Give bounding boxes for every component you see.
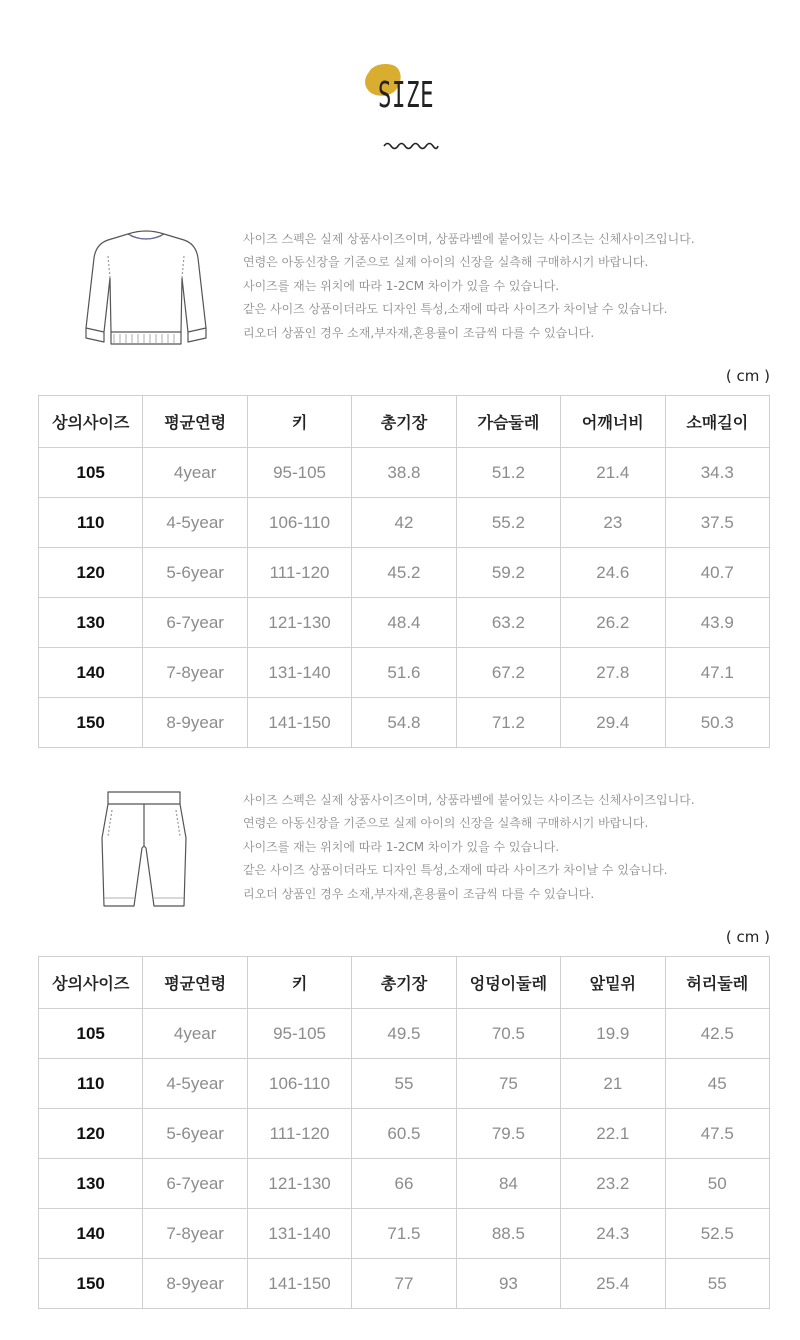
size-cell: 120 — [39, 1109, 143, 1159]
table-row — [39, 548, 770, 598]
measure-cell: 79.5 — [456, 1109, 560, 1159]
top-size-table — [38, 395, 770, 748]
table-row — [39, 448, 770, 498]
height-cell: 141-150 — [247, 1259, 351, 1309]
measure-cell: 45.2 — [352, 548, 456, 598]
table-row — [39, 698, 770, 748]
table-header-row — [39, 957, 770, 1009]
table-row — [39, 1109, 770, 1159]
measure-cell: 55 — [665, 1259, 769, 1309]
measure-cell: 71.5 — [352, 1209, 456, 1259]
size-cell: 140 — [39, 1209, 143, 1259]
age-cell: 8-9year — [143, 1259, 247, 1309]
table-header-cell: 총기장 — [352, 396, 456, 448]
measure-cell: 59.2 — [456, 548, 560, 598]
size-cell: 120 — [39, 548, 143, 598]
size-cell: 110 — [39, 498, 143, 548]
height-cell: 111-120 — [247, 548, 351, 598]
measure-cell: 51.6 — [352, 648, 456, 698]
age-cell: 4-5year — [143, 498, 247, 548]
measure-cell: 55.2 — [456, 498, 560, 548]
measure-cell: 77 — [352, 1259, 456, 1309]
height-cell: 106-110 — [247, 1059, 351, 1109]
measure-cell: 25.4 — [561, 1259, 665, 1309]
height-cell: 131-140 — [247, 648, 351, 698]
measure-cell: 48.4 — [352, 598, 456, 648]
size-notes-bottom — [243, 789, 783, 906]
note-line: 리오더 상품인 경우 소재,부자재,혼용률이 조금씩 다를 수 있습니다. — [243, 325, 595, 340]
table-header-cell: 총기장 — [352, 957, 456, 1009]
measure-cell: 50 — [665, 1159, 769, 1209]
bottom-size-table — [38, 956, 770, 1309]
note-line: 연령은 아동신장을 기준으로 실제 아이의 신장을 실측해 구매하시기 바랍니다. — [243, 816, 649, 831]
measure-cell: 71.2 — [456, 698, 560, 748]
measure-cell: 88.5 — [456, 1209, 560, 1259]
table-header-cell: 키 — [247, 957, 351, 1009]
measure-cell: 47.5 — [665, 1109, 769, 1159]
height-cell: 121-130 — [247, 1159, 351, 1209]
measure-cell: 40.7 — [665, 548, 769, 598]
size-header — [0, 0, 800, 170]
measure-cell: 22.1 — [561, 1109, 665, 1159]
measure-cell: 38.8 — [352, 448, 456, 498]
table-header-cell: 상의사이즈 — [39, 396, 143, 448]
table-header-cell: 상의사이즈 — [39, 957, 143, 1009]
age-cell: 7-8year — [143, 648, 247, 698]
wave-divider-icon — [383, 140, 439, 152]
table-header-cell: 키 — [247, 396, 351, 448]
table-header-cell: 엉덩이둘레 — [456, 957, 560, 1009]
measure-cell: 21 — [561, 1059, 665, 1109]
height-cell: 95-105 — [247, 1009, 351, 1059]
table-row — [39, 648, 770, 698]
measure-cell: 93 — [456, 1259, 560, 1309]
age-cell: 6-7year — [143, 1159, 247, 1209]
table-header-row — [39, 396, 770, 448]
table-header-cell: 평균연령 — [143, 957, 247, 1009]
height-cell: 141-150 — [247, 698, 351, 748]
size-cell: 130 — [39, 598, 143, 648]
measure-cell: 49.5 — [352, 1009, 456, 1059]
note-line: 사이즈 스펙은 실제 상품사이즈이며, 상품라벨에 붙어있는 사이즈는 신체사이즈입니다. — [243, 793, 695, 807]
size-cell: 110 — [39, 1059, 143, 1109]
measure-cell: 21.4 — [561, 448, 665, 498]
table-row — [39, 598, 770, 648]
measure-cell: 70.5 — [456, 1009, 560, 1059]
measure-cell: 52.5 — [665, 1209, 769, 1259]
measure-cell: 54.8 — [352, 698, 456, 748]
measure-cell: 24.6 — [561, 548, 665, 598]
measure-cell: 55 — [352, 1059, 456, 1109]
table-row — [39, 1009, 770, 1059]
age-cell: 4year — [143, 1009, 247, 1059]
measure-cell: 50.3 — [665, 698, 769, 748]
table-header-cell: 어깨너비 — [561, 396, 665, 448]
measure-cell: 37.5 — [665, 498, 769, 548]
age-cell: 5-6year — [143, 548, 247, 598]
height-cell: 121-130 — [247, 598, 351, 648]
size-cell: 150 — [39, 698, 143, 748]
measure-cell: 66 — [352, 1159, 456, 1209]
table-header-cell: 평균연령 — [143, 396, 247, 448]
height-cell: 131-140 — [247, 1209, 351, 1259]
measure-cell: 51.2 — [456, 448, 560, 498]
age-cell: 7-8year — [143, 1209, 247, 1259]
size-cell: 140 — [39, 648, 143, 698]
table-row — [39, 1159, 770, 1209]
table-header-cell: 허리둘레 — [665, 957, 769, 1009]
note-line: 사이즈를 재는 위치에 따라 1-2CM 차이가 있을 수 있습니다. — [243, 278, 560, 293]
size-notes-top — [243, 228, 783, 345]
measure-cell: 45 — [665, 1059, 769, 1109]
measure-cell: 47.1 — [665, 648, 769, 698]
measure-cell: 43.9 — [665, 598, 769, 648]
table-row — [39, 1209, 770, 1259]
size-cell: 130 — [39, 1159, 143, 1209]
sweatshirt-icon — [84, 228, 208, 346]
measure-cell: 19.9 — [561, 1009, 665, 1059]
note-line: 사이즈 스펙은 실제 상품사이즈이며, 상품라벨에 붙어있는 사이즈는 신체사이즈입니다. — [243, 232, 695, 246]
table-row — [39, 498, 770, 548]
size-title: SIZE — [378, 75, 435, 116]
height-cell: 95-105 — [247, 448, 351, 498]
age-cell: 8-9year — [143, 698, 247, 748]
table-header-cell: 앞밑위 — [561, 957, 665, 1009]
measure-cell: 60.5 — [352, 1109, 456, 1159]
measure-cell: 26.2 — [561, 598, 665, 648]
note-line: 같은 사이즈 상품이더라도 디자인 특성,소재에 따라 사이즈가 차이날 수 있습니다. — [243, 302, 668, 317]
unit-label: ( cm ) — [725, 367, 770, 385]
measure-cell: 63.2 — [456, 598, 560, 648]
size-cell: 105 — [39, 1009, 143, 1059]
note-line: 같은 사이즈 상품이더라도 디자인 특성,소재에 따라 사이즈가 차이날 수 있습니다. — [243, 863, 668, 878]
size-cell: 150 — [39, 1259, 143, 1309]
age-cell: 6-7year — [143, 598, 247, 648]
table-row — [39, 1259, 770, 1309]
measure-cell: 75 — [456, 1059, 560, 1109]
table-header-cell: 가슴둘레 — [456, 396, 560, 448]
age-cell: 4-5year — [143, 1059, 247, 1109]
size-cell: 105 — [39, 448, 143, 498]
table-header-cell: 소매길이 — [665, 396, 769, 448]
measure-cell: 23.2 — [561, 1159, 665, 1209]
note-line: 연령은 아동신장을 기준으로 실제 아이의 신장을 실측해 구매하시기 바랍니다. — [243, 255, 649, 270]
height-cell: 106-110 — [247, 498, 351, 548]
measure-cell: 29.4 — [561, 698, 665, 748]
table-row — [39, 1059, 770, 1109]
height-cell: 111-120 — [247, 1109, 351, 1159]
measure-cell: 24.3 — [561, 1209, 665, 1259]
age-cell: 4year — [143, 448, 247, 498]
age-cell: 5-6year — [143, 1109, 247, 1159]
measure-cell: 27.8 — [561, 648, 665, 698]
measure-cell: 42 — [352, 498, 456, 548]
measure-cell: 23 — [561, 498, 665, 548]
note-line: 사이즈를 재는 위치에 따라 1-2CM 차이가 있을 수 있습니다. — [243, 839, 560, 854]
note-line: 리오더 상품인 경우 소재,부자재,혼용률이 조금씩 다를 수 있습니다. — [243, 886, 595, 901]
unit-label: ( cm ) — [725, 928, 770, 946]
measure-cell: 34.3 — [665, 448, 769, 498]
shorts-icon — [100, 788, 188, 912]
measure-cell: 42.5 — [665, 1009, 769, 1059]
measure-cell: 84 — [456, 1159, 560, 1209]
measure-cell: 67.2 — [456, 648, 560, 698]
